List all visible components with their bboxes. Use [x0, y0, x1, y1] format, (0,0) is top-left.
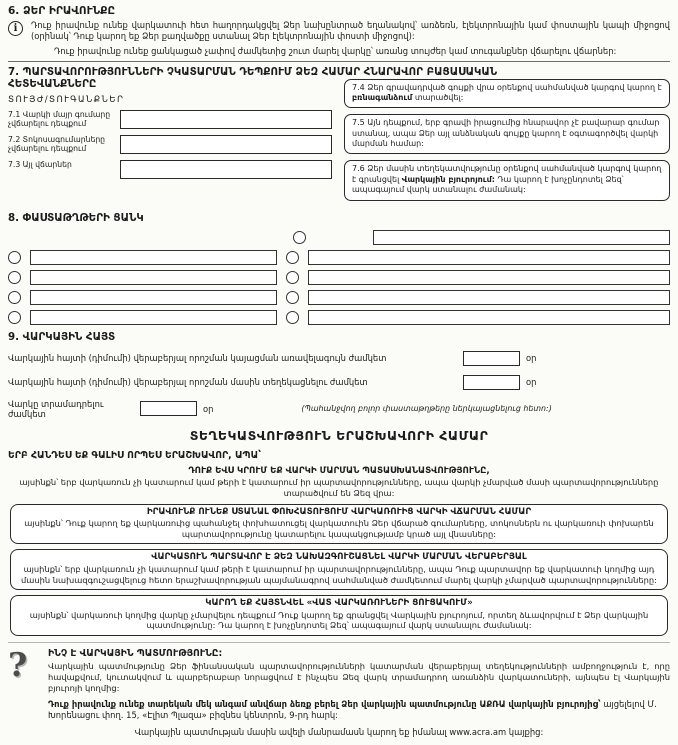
penalty-row-72	[8, 135, 332, 154]
penalty-label-72: 7.2 Տոկոսագումարները չվճարելու դեպքում	[8, 134, 106, 154]
question-mark-icon: ?	[8, 645, 28, 685]
application-row	[8, 351, 670, 366]
penalty-row-73	[8, 160, 332, 179]
penalty-row-71	[8, 110, 332, 129]
box74-text: 7.4 Ձեր գրավադրված գույքի վրա օրենքով սահմանված կարգով կարող է	[352, 82, 662, 92]
section6-paragraph-1: Դուք իրավունք ունեք վարկատուի հետ հաղորդակցվել Ձեր նախընտրած եղանակով՝ առձեռն, էլեկտրոնային կամ փոստային կապի միջոցով (օրինակ՝ Դուք կարող եք Ձեր քաղվածքը ստանալ Ձեր էլեկտրոնային փոստի միջոցով):	[31, 20, 670, 41]
section-credit-application	[8, 331, 670, 419]
guarantor-block-header: ԿԱՐՈՂ ԵՔ ՀԱՅՏՆՎԵԼ «ՎԱՏ ՎԱՐԿԱՌՈՒՆԵՐԻ ՑՈՒՑԱԿՈՒՄ»	[205, 598, 473, 609]
section-credit-history	[8, 645, 670, 738]
section-documents-list	[8, 212, 670, 325]
guarantor-intro: ԵՐԲ ՀԱՆԴԵՍ ԵՔ ԳԱԼԻՍ ՈՐՊԵՍ ԵՐԱՇԽԱՎՈՐ, ԱՊԱ՝	[8, 449, 262, 461]
document-input-slot[interactable]	[30, 290, 277, 305]
guarantor-block-header: ԻՐԱՎՈՒՆՔ ՈՒՆԵՔ ՍՏԱՆԱԼ ՓՈԽՀԱՏՈՒՑՈՒՄ ՎԱՐԿԱՌՈՒԻՑ ՎԱՐԿԻ ՎՃԱՐՄԱՆ ՀԱՄԱՐ	[146, 506, 532, 517]
application-label: Վարկային հայտի (դիմումի) վերաբերյալ որոշման մասին տեղեկացնելու ժամկետ	[8, 377, 368, 388]
penalty-label-71: 7.1 Վարկի մայր գումարը չվճարելու դեպքում	[8, 109, 111, 129]
penalty-input-72[interactable]	[120, 135, 332, 154]
document-row	[8, 250, 670, 265]
guarantor-block-warning	[10, 549, 668, 590]
section6-title: 6. ՁԵՐ ԻՐԱՎՈՒՆՔԸ	[8, 5, 116, 17]
radio-button[interactable]	[8, 311, 21, 324]
section-negative-consequences	[8, 66, 670, 207]
penalty-label-73: 7.3 Այլ վճարներ	[8, 160, 72, 170]
section-divider	[8, 61, 670, 62]
guarantor-block-body: այսինքն՝ երբ վարկառուն չի կատարում կամ թերի է կատարում իր պարտավորությունները, ապա Դուք պարտավոր եք վարկատուի կողմից այդ մասին նախազգուշացվելուց հետո երաշխավորության պայմանագրով սահմանված ժամկետում մարել վարկի չմարված պարտավորությունները:	[21, 563, 657, 585]
document-input-slot[interactable]	[373, 230, 670, 245]
radio-button[interactable]	[286, 311, 299, 324]
guarantor-block-blacklist	[10, 595, 668, 636]
section-your-right	[8, 5, 670, 56]
credit-history-body: Վարկային պատմությունը Ձեր ֆինանսական պարտավորությունների կատարման վերաբերյալ տեղեկությունների ամբողջություն է, որը հավաքվում, կուտակվում և պարբերաբար նորացվում է ինչպես Ձեզ վարկ տրամադրող առանձին վարկատուների, այնպես էլ Վարկային բյուրոյի կողմից:	[48, 661, 670, 694]
application-note: (Պահանջվող բոլոր փաստաթղթերը ներկայացնելուց հետո:)	[301, 404, 552, 414]
consequence-box-74	[344, 79, 670, 109]
box76-text-post: Դա կարող է խոչընդոտել Ձեզ՝ ապագայում վարկ ստանալու ժամանակ:	[352, 174, 624, 195]
box76-bold-text: Վարկային բյուրոյում:	[401, 174, 495, 184]
section8-title: 8. ՓԱՍՏԱԹՂԹԵՐԻ ՑԱՆԿ	[8, 211, 144, 224]
days-unit-label: օր	[203, 403, 214, 414]
days-unit-label: օր	[526, 377, 537, 388]
penalties-header: ՏՈՒՅԺ/ՏՈՒԳԱՆՔՆԵՐ	[8, 94, 125, 105]
document-row	[8, 310, 670, 325]
section-divider	[8, 642, 670, 643]
section9-title: 9. ՎԱՐԿԱՅԻՆ ՀԱՅՏ	[8, 330, 116, 343]
days-input[interactable]	[463, 375, 520, 390]
acra-bold-text: Դուք իրավունք ունեք տարեկան մեկ անգամ անվճար ձեռք բերել Ձեր վարկային պատմությունը ԱՔՌԱ վարկային բյուրոյից՝	[48, 698, 601, 709]
days-unit-label: օր	[526, 353, 537, 364]
box74-text-post: տարածվել:	[412, 92, 464, 102]
document-input-slot[interactable]	[30, 310, 277, 325]
radio-button[interactable]	[286, 271, 299, 284]
radio-button[interactable]	[286, 251, 299, 264]
document-input-slot[interactable]	[308, 310, 670, 325]
box74-bold-text: բռնագանձում	[352, 92, 413, 102]
application-row	[8, 375, 670, 390]
acra-regular-text: այցելելով Մ. Խորենացու փող. 15, «Էլիտ Պլազա» բիզնես կենտրոն, 9-րդ հարկ:	[48, 698, 657, 721]
guarantor-block-header: ԴՈՒՔ ԵՎՍ ԿՐՈՒՄ ԵՔ ՎԱՐԿԻ ՄԱՐՄԱՆ ՊԱՏԱՍԽԱՆԱՏՎՈՒԹՅՈՒՆԸ,	[188, 465, 490, 476]
radio-button[interactable]	[8, 271, 21, 284]
consequence-box-76	[344, 160, 670, 200]
info-icon: i	[8, 21, 23, 36]
guarantor-block-body: այսինքն՝ վարկառուի կողմից վարկը չմարվելու դեպքում Դուք կարող եք գրանցվել Վարկային բյուրոյում, որտեղ ձևավորվում է Ձեր վարկային պատմությունը: Դա կարող է խոչընդոտել Ձեզ՝ ապագայում վարկ ստանալու ժամանակ:	[29, 609, 649, 631]
application-row	[8, 399, 670, 419]
application-label: Վարկը տրամադրելու ժամկետ	[8, 398, 104, 419]
radio-button[interactable]	[293, 231, 306, 244]
acra-paragraph	[48, 699, 670, 721]
guarantor-block-responsibility	[10, 466, 668, 499]
credit-history-footer: Վարկային պատմության մասին ավելի մանրամասն կարող եք իմանալ www.acra.am կայքից:	[134, 727, 544, 738]
days-input[interactable]	[463, 351, 520, 366]
document-row	[8, 230, 670, 245]
days-input[interactable]	[140, 401, 197, 416]
penalty-input-71[interactable]	[120, 110, 332, 129]
guarantor-block-body: այսինքն՝ երբ վարկառուն չի կատարում կամ թերի է կատարում իր պարտավորությունները, ապա վարկի չմարված մասի պարտավորությունները տարածվում են Ձեզ վրա:	[19, 476, 659, 498]
radio-button[interactable]	[286, 291, 299, 304]
consequence-box-75: 7.5 Այն դեպքում, երբ գրավի իրացումից հնարավոր չէ բավարար գումար ստանալ, ապա Ձեր այլ անձնական գույքը կարող է օգտագործվել վարկի մարման համար:	[344, 114, 670, 154]
penalty-input-73[interactable]	[120, 160, 332, 179]
document-input-slot[interactable]	[30, 270, 277, 285]
radio-button[interactable]	[8, 251, 21, 264]
box76-text: 7.6 Ձեր մասին տեղեկատվությունը օրենքով սահմանված կարգով կարող է գրանցվել	[352, 164, 662, 184]
application-label: Վարկային հայտի (դիմումի) վերաբերյալ որոշման կայացման առավելագույն ժամկետ	[8, 353, 387, 364]
document-input-slot[interactable]	[308, 250, 670, 265]
document-row	[8, 270, 670, 285]
credit-history-header: ԻՆՉ Է ՎԱՐԿԱՅԻՆ ՊԱՏՄՈՒԹՅՈՒՆԸ:	[48, 648, 223, 660]
document-input-slot[interactable]	[30, 250, 277, 265]
section6-paragraph-2: Դուք իրավունք ունեք ցանկացած չափով ժամկետից շուտ մարել վարկը՝ առանց տույժեր կամ տուգանքներ վճարելու վճարներ:	[54, 45, 617, 56]
section7-title: 7. ՊԱՐՏԱՎՈՐՈՒԹՅՈՒՆՆԵՐԻ ՉԿԱՏԱՐՄԱՆ ԴԵՊՔՈՒՄ ՁԵԶ ՀԱՄԱՐ ՀՆԱՐԱՎՈՐ ԲԱՑԱՍԱԿԱՆ ՀԵՏԵՎԱՆՔՆԵՐԸ	[8, 65, 498, 91]
section-guarantor-info	[8, 428, 670, 637]
guarantor-block-compensation	[10, 504, 668, 545]
guarantor-block-header: ՎԱՐԿԱՏՈՒՆ ՊԱՐՏԱՎՈՐ Է ՁԵԶ ՆԱԽԱԶԳՈՒՇԱՑՆԵԼ ՎԱՐԿԻ ՄԱՐՄԱՆ ՎԵՐԱԲԵՐՅԱԼ	[151, 552, 527, 563]
guarantor-block-body: այսինքն՝ Դուք կարող եք վարկառուից պահանջել փոխհատուցել վարկատուին Ձեր վճարած գումարները, տոկոսներն ու վարկառուի փոխարեն պարտավորությունը կատարելու կապակցությամբ կրած այլ վնասները:	[24, 517, 654, 539]
document-input-slot[interactable]	[308, 270, 670, 285]
document-row	[8, 290, 670, 305]
radio-button[interactable]	[8, 291, 21, 304]
document-input-slot[interactable]	[308, 290, 670, 305]
guarantor-title: ՏԵՂԵԿԱՏՎՈՒԹՅՈՒՆ ԵՐԱՇԽԱՎՈՐԻ ՀԱՄԱՐ	[189, 427, 489, 443]
